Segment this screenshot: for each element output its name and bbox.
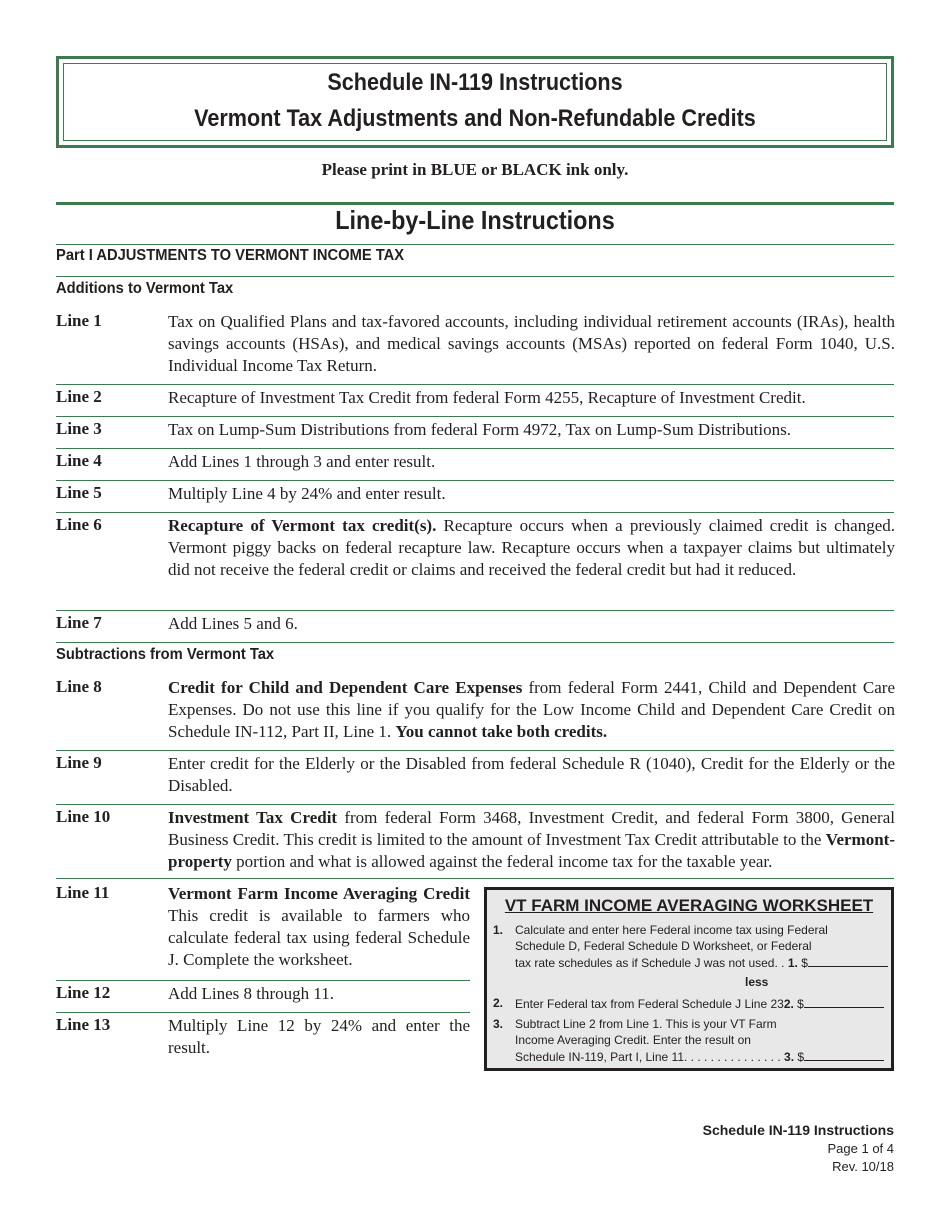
worksheet-row-3-line-c [515,1048,885,1065]
divider [56,384,894,385]
worksheet-row-2-currency: $ [797,997,804,1011]
worksheet-row-3-blank[interactable] [804,1048,884,1061]
divider [56,448,894,449]
farm-income-worksheet [484,887,894,1071]
line-11-body: This credit is available to farmers who calculate federal tax using federal Schedule J. Complete the worksheet. [168,906,470,969]
line-8-bold-note: You cannot take both credits. [395,722,608,741]
worksheet-row-3-line-c-text: Schedule IN-119, Part I, Line 11. . . . . . . . . . . . . . . [515,1050,785,1064]
divider [56,878,894,879]
worksheet-row-3-text [515,1016,885,1065]
line-9-label: Line 9 [56,753,102,772]
worksheet-row-2-text [515,995,885,1012]
divider [56,1012,470,1013]
line-10-label: Line 10 [56,807,111,826]
line-8-label: Line 8 [56,677,102,696]
line-3-text: Tax on Lump-Sum Distributions from federal Form 4972, Tax on Lump-Sum Distributions. [168,420,791,439]
worksheet-row-3-ref: 3. [784,1050,795,1064]
divider [56,512,894,513]
worksheet-row-2-blank[interactable] [804,995,884,1008]
worksheet-title: VT FARM INCOME AVERAGING WORKSHEET [504,896,874,915]
divider [56,610,894,611]
line-11-text [168,883,470,971]
worksheet-row-1-line-b: Schedule D, Federal Schedule D Worksheet, or Federal [515,939,812,953]
subtractions-heading: Subtractions from Vermont Tax [56,646,275,663]
worksheet-row-1-text [515,922,885,971]
line-1-text: Tax on Qualified Plans and tax-favored accounts, including individual retirement accounts (IRAs), health savings accounts (HSAs), and medical savings accounts (MSAs) reported on federal Form 1040, U.S. Individual Income Tax Return. [168,312,895,375]
worksheet-row-3-number: 3. [493,1017,504,1031]
line-1-label: Line 1 [56,311,102,330]
document-subtitle: Vermont Tax Adjustments and Non-Refundable Credits [194,105,756,132]
divider [56,750,894,751]
divider [56,804,894,805]
line-13-text: Multiply Line 12 by 24% and enter the result. [168,1016,470,1057]
worksheet-row-1-ref: 1. [787,956,798,970]
document-title: Schedule IN-119 Instructions [327,69,623,96]
line-7-label: Line 7 [56,613,102,632]
line-10-bold-2: Vermont-property [168,830,895,871]
line-10-text [168,807,895,873]
line-8-text [168,677,895,743]
footer-revision: Rev. 10/18 [832,1159,894,1174]
part1-heading: Part I ADJUSTMENTS TO VERMONT INCOME TAX [56,247,405,264]
footer-title: Schedule IN-119 Instructions [702,1122,894,1138]
line-2-label: Line 2 [56,387,102,406]
line-12-text: Add Lines 8 through 11. [168,984,335,1003]
worksheet-row-2-ref: 2. [783,997,794,1011]
worksheet-row-1-line-c-text: tax rate schedules as if Schedule J was not used. . [515,956,788,970]
line-5-text: Multiply Line 4 by 24% and enter result. [168,484,446,503]
line-6-bold: Recapture of Vermont tax credit(s). [168,516,437,535]
line-9-text: Enter credit for the Elderly or the Disabled from federal Schedule R (1040), Credit for the Elderly or the Disabled. [168,754,895,795]
line-7-text: Add Lines 5 and 6. [168,614,298,633]
line-6-label: Line 6 [56,515,102,534]
line-6-body: Recapture occurs when a previously claimed credit is changed. Vermont piggy backs on federal recapture law. Recapture occurs when a taxpayer claims but ultimately did not receive the federal credit or claims and received the federal credit but had it reduced. [168,516,896,579]
line-12-label: Line 12 [56,983,111,1002]
footer-page-number: Page 1 of 4 [827,1141,894,1156]
divider [56,416,894,417]
worksheet-row-2-number: 2. [493,996,504,1010]
line-11-bold: Vermont Farm Income Averaging Credit [168,884,470,903]
line-8-body: from federal Form 2441, Child and Dependent Care Expenses. Do not use this line if you qualify for the Low Income Child and Dependent Care Credit on Schedule IN-112, Part II, Line 1. [168,678,895,741]
section-title: Line-by-Line Instructions [335,205,615,235]
worksheet-less: less [745,975,769,989]
line-13-label: Line 13 [56,1015,111,1034]
line-10-body-2: portion and what is allowed against the federal income tax for the taxable year. [231,852,773,871]
divider [56,980,470,981]
worksheet-row-3 [493,1016,885,1064]
divider [56,480,894,481]
worksheet-row-1-currency: $ [801,956,808,970]
worksheet-row-2-line-a: Enter Federal tax from Federal Schedule J Line 23 [515,997,784,1011]
line-2-text: Recapture of Investment Tax Credit from federal Form 4255, Recapture of Investment Credit. [168,388,806,407]
divider [56,276,894,277]
worksheet-row-1-blank[interactable] [808,954,888,967]
worksheet-row-1 [493,922,885,970]
line-5-label: Line 5 [56,483,102,502]
line-10-bold: Investment Tax Credit [168,808,338,827]
line-4-label: Line 4 [56,451,102,470]
line-6-text [168,515,895,581]
worksheet-row-1-line-a: Calculate and enter here Federal income tax using Federal [515,923,828,937]
divider [56,244,894,245]
worksheet-row-3-line-a: Subtract Line 2 from Line 1. This is your VT Farm [515,1017,777,1031]
line-8-bold: Credit for Child and Dependent Care Expenses [168,678,523,697]
divider [56,642,894,643]
line-4-text: Add Lines 1 through 3 and enter result. [168,452,436,471]
ink-note: Please print in BLUE or BLACK ink only. [321,160,629,179]
worksheet-row-1-number: 1. [493,923,504,937]
worksheet-row-1-line-c [515,954,885,971]
line-10-body: from federal Form 3468, Investment Credit, and federal Form 3800, General Business Credit. This credit is limited to the amount of Investment Tax Credit attributable to the [168,808,895,849]
additions-heading: Additions to Vermont Tax [56,280,234,297]
worksheet-row-3-line-b: Income Averaging Credit. Enter the result on [515,1033,751,1047]
worksheet-row-3-currency: $ [797,1050,805,1064]
worksheet-row-2 [493,995,885,1011]
title-box [56,56,894,148]
line-11-label: Line 11 [56,883,110,902]
line-3-label: Line 3 [56,419,102,438]
